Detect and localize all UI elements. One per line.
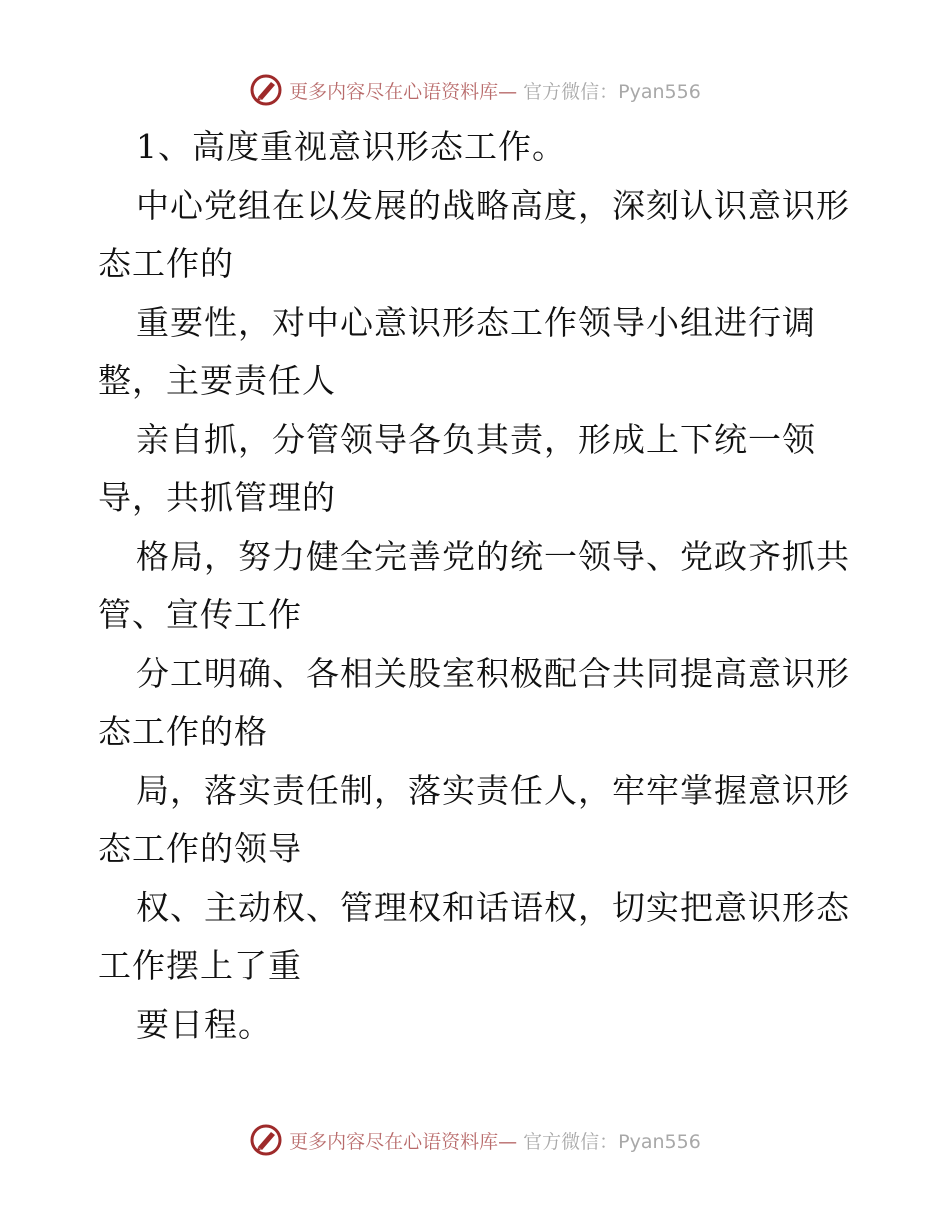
footer-watermark [0, 1120, 950, 1160]
paragraph-line: 局，落实责任制，落实责任人，牢牢掌握意识形 [136, 770, 850, 810]
paragraph-line: 中心党组在以发展的战略高度，深刻认识意识形 [136, 185, 850, 225]
paragraph-line: 管、宣传工作 [98, 595, 302, 634]
paragraph-line: 整，主要责任人 [98, 361, 336, 400]
document-body [98, 118, 858, 1054]
pen-seal-icon [249, 73, 283, 107]
paragraph-line: 要日程。 [136, 1004, 272, 1044]
paragraph-line: 态工作的领导 [98, 829, 302, 868]
watermark-wechat-text: 官方微信：Pyan556 [523, 80, 701, 103]
paragraph-line: 权、主动权、管理权和话语权，切实把意识形态 [136, 887, 850, 927]
paragraph-line: 导，共抓管理的 [98, 478, 336, 517]
header-watermark [0, 70, 950, 110]
paragraph-line: 分工明确、各相关股室积极配合共同提高意识形 [136, 653, 850, 693]
paragraph-line: 重要性，对中心意识形态工作领导小组进行调 [136, 302, 816, 342]
watermark-main-text: 更多内容尽在心语资料库— [289, 80, 518, 103]
pen-seal-icon [249, 1123, 283, 1157]
watermark-main-text: 更多内容尽在心语资料库— [289, 1130, 518, 1153]
watermark-wechat-text: 官方微信：Pyan556 [523, 1130, 701, 1153]
paragraph-line: 态工作的 [98, 244, 234, 283]
paragraph-line: 态工作的格 [98, 712, 268, 751]
paragraph-line: 工作摆上了重 [98, 946, 302, 985]
paragraph-line: 亲自抓，分管领导各负其责，形成上下统一领 [136, 419, 816, 459]
paragraph-line: 1、高度重视意识形态工作。 [136, 127, 566, 166]
paragraph-line: 格局，努力健全完善党的统一领导、党政齐抓共 [136, 536, 850, 576]
